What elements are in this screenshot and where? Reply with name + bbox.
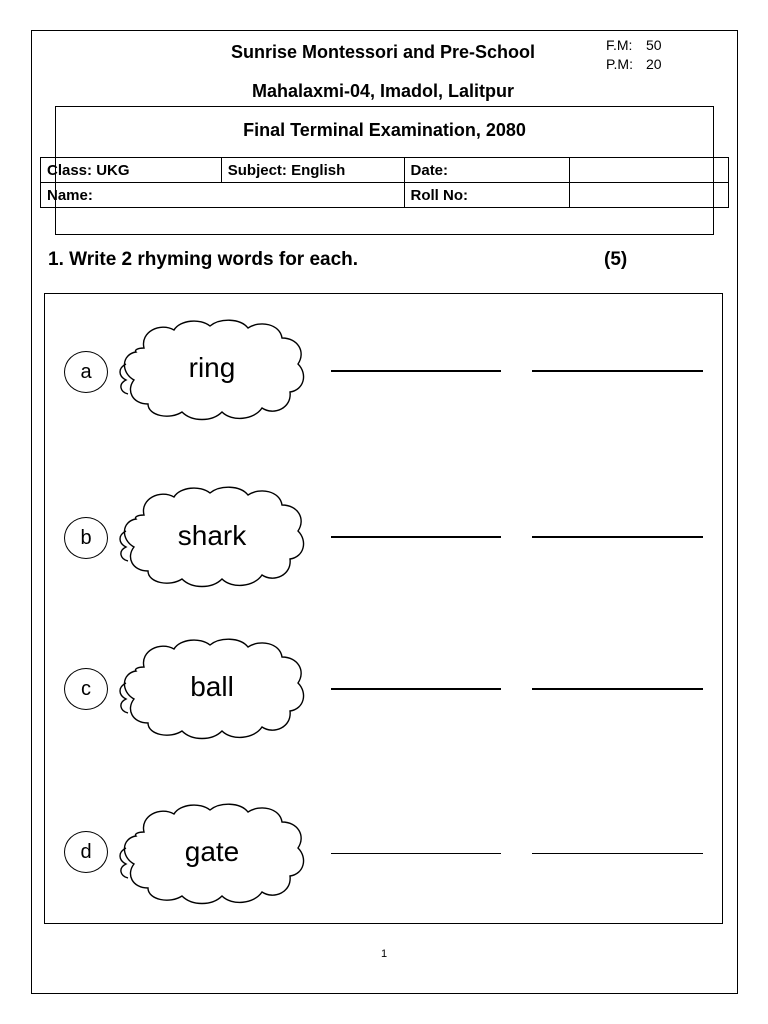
cloud-shape (116, 802, 308, 906)
item-row-d (0, 802, 768, 912)
answer-blank-1[interactable] (331, 536, 501, 538)
date-label-cell: Date: (404, 158, 570, 183)
class-cell: Class: UKG (41, 158, 222, 183)
pass-marks-label: P.M: (606, 56, 633, 72)
full-marks-label: F.M: (606, 37, 633, 53)
answer-blank-1[interactable] (331, 688, 501, 690)
item-row-c (0, 637, 768, 747)
cloud-shape (116, 637, 308, 741)
item-row-a (0, 318, 768, 428)
item-word: gate (184, 836, 240, 867)
roll-field[interactable] (570, 183, 729, 208)
cloud-shape (116, 318, 308, 422)
school-address: Mahalaxmi-04, Imadol, Lalitpur (251, 81, 515, 101)
name-label: Name: (47, 186, 93, 204)
pass-marks (606, 55, 662, 74)
answer-blank-1[interactable] (331, 853, 501, 854)
cloud-shape (116, 485, 308, 589)
item-row-b (0, 485, 768, 595)
roll-label-cell: Roll No: (404, 183, 570, 208)
exam-title: Final Terminal Examination, 2080 (243, 120, 526, 140)
student-info-table (40, 157, 729, 208)
item-letter-circle: b (64, 517, 108, 559)
item-word: shark (177, 520, 247, 551)
answer-blank-1[interactable] (331, 370, 501, 372)
answer-blank-2[interactable] (532, 853, 703, 854)
name-label-cell[interactable] (41, 183, 405, 208)
item-letter-circle: a (64, 351, 108, 393)
full-marks (606, 36, 662, 55)
page-number: 1 (380, 948, 388, 960)
question-marks: (5) (604, 249, 628, 270)
item-letter-circle: c (64, 668, 108, 710)
full-marks-value: 50 (646, 37, 662, 53)
pass-marks-value: 20 (646, 56, 662, 72)
answer-blank-2[interactable] (532, 688, 703, 690)
item-word: ring (188, 352, 236, 383)
date-field[interactable] (570, 158, 729, 183)
question-text: 1. Write 2 rhyming words for each. (48, 249, 359, 270)
subject-cell: Subject: English (221, 158, 404, 183)
answer-blank-2[interactable] (532, 536, 703, 538)
school-name: Sunrise Montessori and Pre-School (230, 42, 536, 62)
marks-info (606, 36, 662, 74)
item-word: ball (190, 671, 234, 702)
answer-blank-2[interactable] (532, 370, 703, 372)
item-letter-circle: d (64, 831, 108, 873)
